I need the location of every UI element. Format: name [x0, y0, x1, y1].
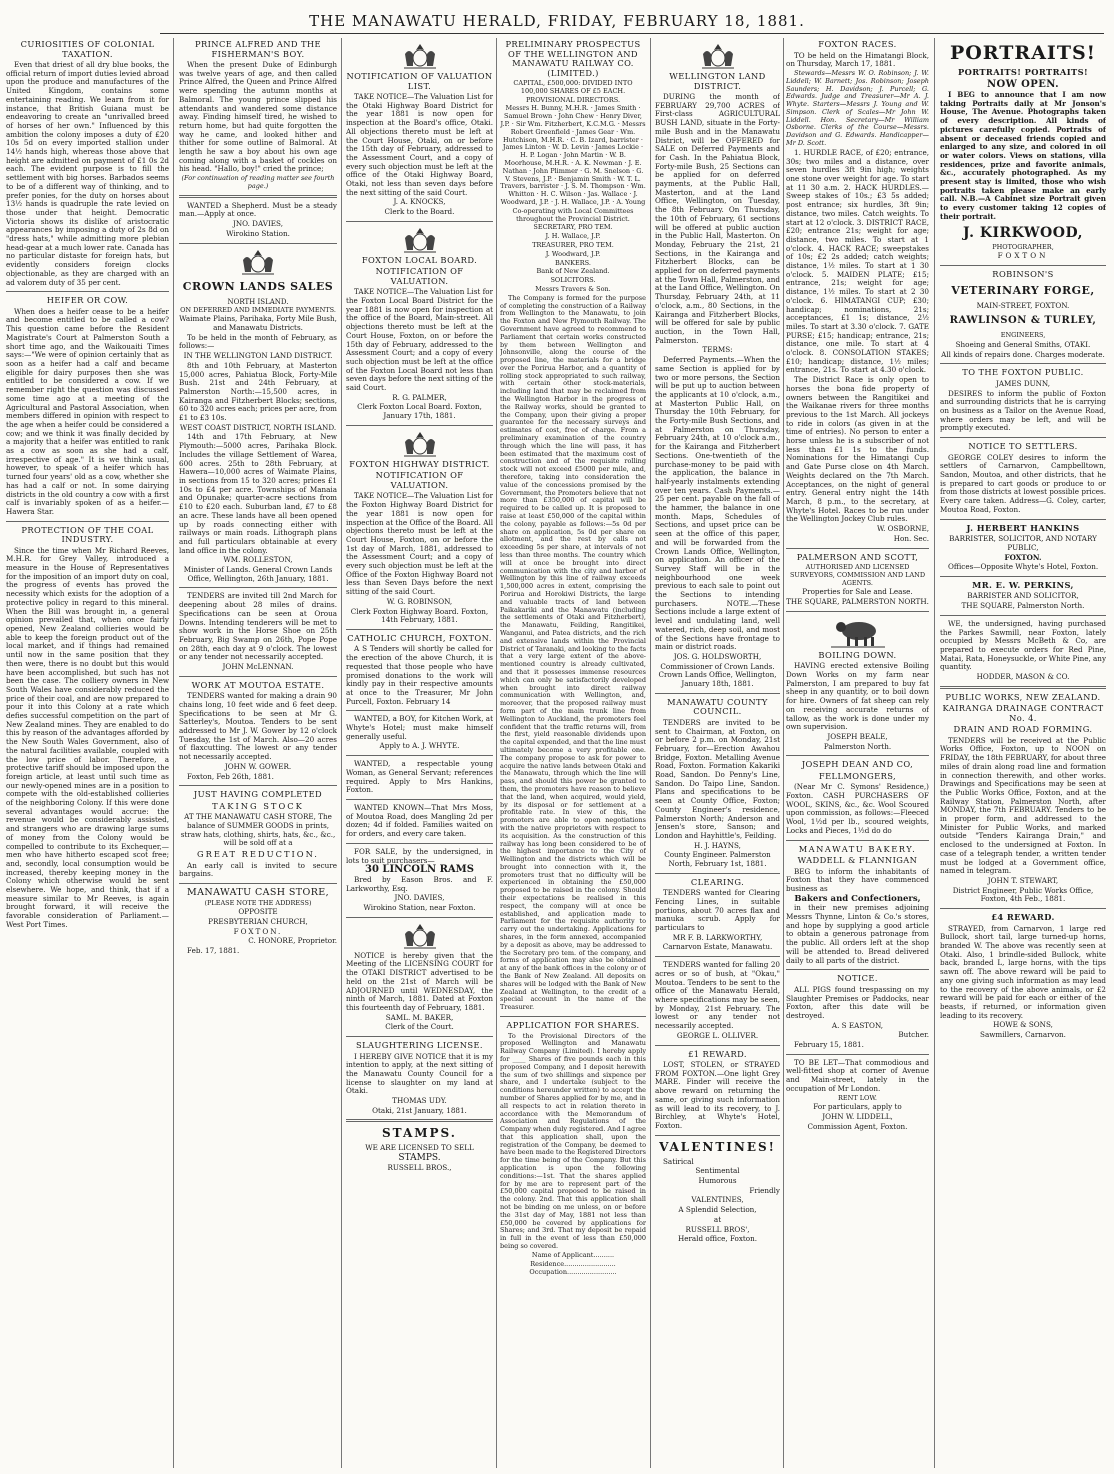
ad-subheading: PHOTOGRAPHER, [992, 242, 1054, 251]
divider [786, 611, 929, 612]
divider [655, 693, 780, 694]
ad-signature: JAMES DUNN, [995, 378, 1051, 388]
ad-signature: MR F. B. LARKWORTHY, [672, 932, 763, 942]
ad-heading: MANAWATU CASH STORE, [186, 887, 330, 899]
ad-body: WANTED, a respectable young Woman, as General Servant; references required. Apply to Mrs Hankins, Foxton. [346, 759, 493, 795]
ad-subheading: WEST COAST DISTRICT, NORTH ISLAND. [179, 422, 337, 432]
ad-signature: H. J. HAYNS, [694, 840, 741, 850]
ad-body: Bred by Eason Bros. and F. Larkworthy, Esq. [346, 874, 493, 893]
ad-heading: BOILING DOWN. [818, 649, 897, 660]
divider [179, 195, 337, 198]
ad-body: Waimate Plains, Parihaka, Forty Mile Bush, and Manawatu Districts. [179, 314, 337, 333]
royal-crest-icon [238, 248, 278, 276]
ad-body: ALL PIGS found trespassing on my Slaughter Premises or Paddocks, near Foxton, after this date will be destroyed. [786, 984, 929, 1020]
ad-body: Herald office, Foxton. [677, 1234, 758, 1244]
ad-body: LOST, STOLEN, or STRAYED FROM FOXTON.—One light Grey MARE. Finder will receive the above reward on returning the same, or giving such information as will lead to its recovery, to J. Birchley, at Whyte's Hotel, Foxton. [655, 1060, 780, 1130]
column-rule [934, 38, 935, 1468]
ad-signature: Clerk Foxton Highway Board. Foxton, 14th February, 1881. [350, 606, 489, 625]
ad-subheading: RENT LOW. [838, 1093, 877, 1102]
ad-heading: WADDELL & FLANNIGAN [797, 855, 918, 866]
ad-body: I HEREBY GIVE NOTICE that it is my intention to apply, at the next sitting of the Manawatu County Council for a license to slaughter on my land at Otaki. [346, 1051, 493, 1096]
ad-signature: Palmerston North. [823, 741, 892, 751]
ad-signature: Commission Agent, Foxton. [807, 1121, 908, 1131]
ad-body: Properties for Sale and Lease. [802, 587, 913, 597]
application-form-text: To the Provisional Directors of the proposed Wellington and Manawatu Railway Company (Limited). I hereby apply for ____ Shares of five pounds each in this proposed Company, and I deposit herewith the sum of two shillings and sixpence per share, and I undertake (subject to the conditions hereunder written) to accept the number of Shares applied for by me, and in all respects to act in relation thereto in accordance with the Memorandum of Association and Regulations of the Company when duly registered. And I agree that this application shall, upon the registration of the Company, be deemed to have been made to the Registered Directors for the time being of the Company. But this application is upon the following conditions:—1st. That the shares applied for by me are to represent part of the £50,000 capital proposed to be raised in the colony. 2nd. That this application shall not be binding on me unless, on or before the 31st day of May, 1881 not less than £50,000 be covered by applications for Shares; and 3rd. That my deposit be repaid in full in the event of less than £50,000 being so covered. [500, 1031, 646, 1251]
ad-body: TO be held on the Himatangi Block, on Thursday, March 17, 1881. [786, 50, 929, 69]
article-heading: PROTECTION OF THE COAL INDUSTRY. [21, 524, 154, 545]
masthead: THE MANAWATU HERALD, FRIDAY, FEBRUARY 18, 1881. [309, 12, 805, 30]
ad-heading: NOTICE TO SETTLERS. [968, 441, 1078, 452]
ad-signature: Wirokino Station, near Foxton. [363, 903, 476, 913]
ad-body: Offices—Opposite Whyte's Hotel, Foxton. [948, 562, 1099, 572]
ad-heading-portraits: PORTRAITS! [949, 42, 1097, 64]
ad-heading: TAKING STOCK [212, 800, 304, 811]
ad-body: Sentimental [695, 1166, 740, 1176]
ad-heading: CLEARING. [690, 876, 745, 887]
ad-signature: Otaki, 21st January, 1881. [372, 1105, 467, 1115]
ad-body: A Splendid Selection, [678, 1205, 757, 1215]
ad-signature: HODDER, MASON & CO. [976, 672, 1070, 682]
ad-body: TAKE NOTICE—The Valuation List for the Foxton Highway Board District for the year 1881 is now open for inspection at the Office of the Board. All objections thereto must be left at the Court House, Foxton, on or before the 1st day of March, 1881, addressed to the Assessment Court; and a copy of every such objection must be left at the Office of the Foxton Highway Board not less than Seven Days before the next sitting of the said Court. [346, 491, 493, 597]
ad-date: Feb. 17, 1881. [187, 946, 240, 956]
ad-signature: J. A. KNOCKS, [393, 197, 446, 207]
divider [6, 291, 169, 292]
ad-subheading: FOXTON. [1004, 552, 1042, 562]
divider [346, 221, 493, 222]
application-form-occupation: Occupation........................ [529, 1268, 617, 1277]
ad-body: 8th and 10th February, at Masterton 15,000 acres, Pahiatua Block, Forty-Mile Bush. 21st and 24th February, at Palmerston North:—15,500 acres, in Kairanga and Fitzherbert Blocks; sections, 60 to 320 acres each; prices per acre, from £1 to £3 10s. [179, 360, 337, 423]
column-rule [650, 38, 651, 1468]
ad-body: Humorous [698, 1176, 737, 1186]
ad-body: J. Woodward, J.P. [545, 249, 601, 258]
ad-body: NOTICE is hereby given that the Meeting of the LICENSING COURT for the OTAKI DISTRICT advertised to be held on the 21st of March will be ADJOURNED until WEDNESDAY, the ninth of March, 1881. Dated at Foxton this fourteenth day of February, 1881. [346, 950, 493, 1012]
ad-signature: County Engineer. Palmerston North, February 1st, 1881. [664, 850, 771, 869]
ad-signature: JOS. G. HOLDSWORTH, [673, 652, 762, 661]
ad-body: Bank of New Zealand. [536, 267, 610, 276]
ad-signature: GEORGE L. OLLIVER. [676, 1030, 759, 1040]
ad-heading: FOXTON HIGHWAY DISTRICT. [349, 458, 490, 469]
ad-signature: RUSSELL BROS., [387, 1162, 452, 1172]
ad-heading: £1 REWARD. [688, 1048, 747, 1059]
divider [786, 840, 929, 841]
ad-heading: JOSEPH DEAN AND CO, [801, 759, 914, 770]
divider [346, 917, 493, 918]
ad-subheading: FOXTON [997, 251, 1049, 261]
ad-signature: JNO. DAVIES, [394, 893, 445, 903]
ad-signature: WM. ROLLESTON, [223, 555, 293, 565]
ad-body: For particulars, apply to [813, 1102, 902, 1112]
ad-subheading: PORTRAITS! PORTRAITS! [957, 67, 1089, 77]
divider [940, 576, 1106, 577]
ad-body: The District Race is only open to horses the bona fide property of owners between the Rangitikei and the Waikanae rivers for three months previous to the 1st March. All jockeys to ride in colors (as given in at the time of entries). No person to enter a horse unless he is a subscriber of not less than £1 1s to the funds. Nominations for the Himatangi Cup and Gate Purse close on 4th March. Weights declared on the 7th March. Acceptances, on the night of general entry. General entry night the 14th March, 8 p.m., to the secretary, at Whyte's Hotel. Races to be run under the Wellington Jockey Club rules. [786, 375, 929, 524]
royal-crest-icon [400, 922, 440, 950]
ad-heading: CROWN LANDS SALES [182, 279, 334, 293]
divider [940, 519, 1106, 520]
ad-heading: CATHOLIC CHURCH, FOXTON. [347, 632, 492, 643]
continuation-note: (For continuation of reading matter see fourth page.) [181, 174, 335, 190]
ad-body: PRESBYTERIAN CHURCH, [208, 917, 308, 927]
ad-signature: District Engineer, Public Works Office, Foxton, 4th Feb., 1881. [952, 885, 1094, 904]
ad-signature: W. G. ROBINSON, [386, 596, 453, 606]
ad-subheading: BANKERS. [555, 258, 591, 267]
ad-signature: Hon. Sec. [893, 533, 929, 543]
ad-body: TO BE LET—That commodious and well-fitted shop at corner of Avenue and Main-street, lately in the occupation of Mr London. [786, 1057, 929, 1093]
ad-body: TAKE NOTICE—The Valuation List for the Foxton Local Board District for the year 1881 is now open for inspection at the office of the Board, Main-street. All objections thereto must be left at the Court House, Foxton, on or before the 15th day of February, addressed to the Assessment Court; and a copy of every such objection must be left at the office of the Foxton Local Board not less than seven days before the next sitting of the said Court. [346, 287, 493, 393]
column-rule [496, 38, 497, 1468]
ad-body: Co-operating with Local Committees throughout the Provincial District. [512, 206, 634, 223]
ad-heading: VALENTINES! [659, 1139, 776, 1154]
ad-subheading: (PLEASE NOTE THE ADDRESS) [204, 898, 312, 907]
ad-subheading: BARRISTER AND SOLICITOR, [967, 591, 1079, 601]
ad-body: TAKE NOTICE—The Valuation List for the Otaki Highway Board District for the year 1881 is now open for inspection at the Board's office, Otaki. All objections thereto must be left at the Court House, Otaki, on or before the 15th day of February, addressed to the Assessment Court, and a copy of every such objection must be left at the office of the Otaki Highway Board, Otaki, not less than seven days before the next sitting of the said Court. [346, 92, 493, 197]
article-body: Since the time when Mr Richard Reeves, M.H.R. for Grey Valley, introduced a measure in the House of Representatives for the imposition of an import duty on coal, the progress of events has proved the necessity which exists for the adoption of a protective policy in regard to this mineral. When the Bill was brought in, a general opinion prevailed that, when once fairly opened, New Zealand collieries would be able to keep the foreign product out of the local market, and if things had remained until now in the same position that they then were, there is no doubt but this would have been accomplished, but such has not been the case. The colliery owners in New South Wales have considerably reduced the price of their coal, and are now prepared to pour it into this Colony at a rate which defies successful competition on the part of New Zealand mines. They are enabled to do this by reason of the advantages afforded by the New South Wales Government, also of the natural facilities available, coupled with the low price of labor. Therefore, a protective tariff should be imposed upon the foreign article, at least until such time as our newly-opened mines are in a position to compete with the old-established collieries of the neighboring Colony. If this were done several advantages would accrue: the revenue would be considerably assisted, and strangers who are drawing large sums of money from the Colony would be compelled to contribute to its Exchequer,—men who have hitherto escaped scot free; and, secondly, local consumption would be increased, thereby keeping money in the Colony which otherwise would be sent elsewhere. We hope, and think, that if a measure similar to Mr Reeves, is again brought forward, it will receive the favorable consideration of Parliament.—West Port Times. [6, 545, 169, 929]
ad-heading: JUST HAVING COMPLETED [193, 789, 323, 800]
ad-heading: VETERINARY FORGE, [951, 283, 1095, 297]
article-heading: HEIFER OR COW. [46, 295, 129, 306]
divider [179, 676, 337, 677]
royal-crest-icon [698, 42, 738, 70]
ad-heading: NOTIFICATION OF VALUATION. [375, 470, 464, 490]
prospectus-body: The Company is formed for the purpose of completing the construction of a Railway from Wellington to the Manawatu, to join the Foxton and New Plymouth Railway. The Government have agreed to recommend to Parliament that certain works constructed by them between Wellington and Johnsonville, along the course of the proposed line, the materials for a bridge over the Porirua Harbor, and a quantity of rolling stock appropriated to such railway, with certain other stock-materials, including land that may be reclaimed from the Wellington Harbor in the progress of the Railway works, should be granted to the Company, upon their giving a proper guarantee for the necessary surveys and estimates of cost, free of charge. From a preliminary examination of the country through which the line will pass, it has been estimated that the maximum cost of construction and of the requisite rolling stock will not exceed £5000 per mile, and, therefore, taking into consideration the value of the concessions promised by the Government, the Promoters believe that not more than £350,000 of capital will be required to be called up. It is proposed to raise at least £50,000 of the capital within the colony, payable as follows:—5s 0d per share on application, 5s 0d per share on allotment, and the rest by calls not exceeding 5s per share, at intervals of not less than three months. The country which will at once be brought into direct communication with the city and harbor of Wellington by this line of railway exceeds 1,500,000 acres in extent, comprising the Porirua and Horokiwi Districts, the large and valuable tracts of land between Paikakariki and the Manawatu (including the settlements of Otaki and Fitzherbert), the Manawatu, Feilding, Rangitikei, Wanganui, and Patea districts, and the rich and extensive lands within the Provincial District of Taranaki, and looking to the facts that a very large extent of the above-mentioned country is already cultivated, and that it possesses immense resources which can only be satisfactorily developed when brought into direct railway communication with Wellington, and, moreover, that the proposed railway must form part of the main trunk line from Wellington to Auckland, the promoters feel confident that the traffic returns will, from the first, yield reasonable dividends upon the capital expended, and that the line must ultimately become a very profitable one. The company propose to ask for power to acquire the native lands between Otaki and the Manawatu, through which the line will pass, and should this power be granted to them, the promoters have reason to believe that the land, when acquired, would yield, by its disposal or for settlement at a profitable rate. In view of this, the promoters are able to open negotiations with the native proprietors with respect to its acquisition. As the construction of this railway has long been considered to be of the highest importance to the City of Wellington and the districts which will be brought into connection with it, the promoters trust that no difficulty will be experienced in obtaining the £50,000 proposed to be raised in the colony. Should their expectations be realised in this respect, the company will at once be established, and application made to Parliament for the requisite authority to carry out the undertaking. Applications for shares, in the form annexed, accompanied by a deposit as above, may be addressed to the Secretary pro tem. of the company, and forms of application may also be obtained at any of the bank offices in the colony or of the Bank of New Zealand. All deposits on shares will be lodged with the Bank of New Zealand at Wellington, to the credit of a special account in the name of the Treasurer. [500, 293, 646, 1012]
ad-signature: A. S EASTON, [831, 1020, 884, 1030]
divider [655, 873, 780, 874]
ad-body: FOXTON. [233, 926, 283, 936]
divider [179, 587, 337, 588]
ad-body: WANTED a Shepherd. Must be a steady man.—Apply at once. [179, 200, 337, 219]
ad-signature: JOHN McLENNAN. [222, 662, 294, 672]
column-3 [346, 38, 493, 1468]
ad-signature: R. G. PALMER, [392, 392, 447, 402]
ad-body: DURING the month of FEBRUARY 29,700 ACRES of First-class AGRICULTURAL BUSH LAND, situate in the Forty-mile Bush and in the Manawatu District, will be OFFERED for SALE on Deferred Payments and for Cash. In the Pahiatua Block, Forty-mile Bush, 25 Sections can be applied for on deferred payments, at the Public Hall, Masterton, and at the Land Office, Wellington, on Tuesday, the 8th February. On Thursday, the 10th of February, 61 sections will be offered at public auction in the Public Hall, Masterton. On Monday, February the 21st, 21 Sections, in the Kairanga and Fitzherbert Blocks, can be applied for on deferred payments at the Town Hall, Palmerston, and at the Land Office, Wellington. On Thursday, February 24th, at 11 o'clock, a.m., 80 Sections, in the Kairanga and Fitzherbert Blocks, will be offered for sale by public auction, in the Town Hall, Palmerston. [655, 92, 780, 345]
divider [346, 1119, 493, 1122]
ad-heading: WELLINGTON LAND DISTRICT. [669, 71, 766, 91]
ad-heading: MANAWATU COUNTY COUNCIL. [667, 696, 768, 717]
ad-signature: Wirokino Station. [226, 228, 290, 238]
ad-date: February 15, 1881. [794, 1040, 864, 1050]
ad-body: STAMPS. [398, 1153, 441, 1164]
ad-body: J. H. Wallace, J.P. [545, 232, 601, 241]
ad-signature: JOSEPH BEALE, [827, 731, 888, 741]
article-body: When the present Duke of Edinburgh was twelve years of age, and then called Prince Alfred, the Queen and Prince Alfred were spending the autumn months at Balmoral. The young prince slipped his attendants and wandered some distance away. Finding himself tired, he wished to return home, but had quite forgotten the way he came, and looked hither and thither for some outline of Balmoral. At length he saw a boy about his own age coming along with a basket of cockles on his head. "Hallo, boy!" cried the prince; [179, 60, 337, 174]
divider [940, 686, 1106, 689]
column-4 [500, 38, 646, 1468]
ad-signature: Clerk Foxton Local Board. Foxton, January 17th, 1881. [357, 402, 482, 421]
royal-crest-icon [400, 430, 440, 458]
divider [655, 1045, 780, 1046]
ad-subheading: NORTH ISLAND. [227, 297, 289, 306]
ad-heading: RAWLINSON & TURLEY, [949, 315, 1097, 327]
ad-subheading: TERMS: [702, 345, 733, 355]
divider [786, 969, 929, 970]
ad-body: WE, the undersigned, having purchased the Parkes Sawmill, near Foxton, lately occupied by Messrs McBeth & Co, are prepared to execute orders for Red Pine, Matai, Rata, Honeysuckle, or White Pine, any quantity. [940, 618, 1106, 672]
ad-signature: HOWE & SONS, [993, 1020, 1053, 1030]
ad-body: RUSSELL BROS', [685, 1224, 750, 1234]
divider [346, 710, 493, 711]
ad-signature: Clerk to the Board. [384, 207, 455, 217]
divider [346, 755, 493, 756]
directors-list: Messrs H. Bunny, M.H.R. · James Smith · Samuel Brown · John Chew · Henry Diver, J.P. · Sir Wm. Fitzherbert, K.C.M.G. · Messrs Robert Greenfield · James Gear · Wm. Hutchison, M.H.R. · C. B. Izard, barrister · James Linton · W. D. Levin · James Lockie · H. P. Logan · John Martin · W. B. Moorhouse, M.H.R. · A. K. Newman · J. E. Nathan · John Plimmer · G. M. Snelson · G. V. Stevens, J.P. · Benjamin Smith · W. T. L. Travers, barrister · J. S. M. Thompson · Wm. Whitton · H. C. Wilson · Jas. Wallace · J. Woodward, J.P. · J. H. Wallace, J.P. · A. Young [500, 104, 646, 206]
ad-heading: DRAIN AND ROAD FORMING. [953, 724, 1093, 735]
ad-heading: APPLICATION FOR SHARES. [506, 1020, 640, 1031]
ad-body: CAPITAL, £500,000: DIVIDED INTO 100,000 SHARES OF £5 EACH. [513, 79, 633, 95]
ad-subheading: THE SQUARE, Palmerston North. [961, 601, 1085, 611]
ad-subheading: PROVISIONAL DIRECTORS. [525, 95, 621, 104]
ad-subheading: BARRISTER, SOLICITOR, AND NOTARY PUBLIC, [949, 534, 1097, 552]
article-heading: CURIOSITIES OF COLONIAL TAXATION. [20, 39, 155, 59]
ad-subheading: ON DEFERRED AND IMMEDIATE PAYMENTS. [180, 305, 336, 314]
ad-signature: Sawmillers, Carnarvon. [980, 1030, 1066, 1040]
divider [346, 843, 493, 844]
ad-heading: FOXTON RACES. [818, 39, 897, 49]
divider [940, 265, 1106, 266]
ad-heading: FELLMONGERS, [818, 770, 897, 781]
application-form-residence: Residence......................... [530, 1259, 616, 1268]
divider [940, 437, 1106, 438]
divider [655, 1135, 780, 1136]
divider [786, 1054, 929, 1055]
ad-signature: SAML. M. BAKER, [385, 1012, 454, 1022]
ad-subheading: Bakers and Confectioners, [794, 893, 921, 904]
column-6 [786, 38, 929, 1468]
divider [786, 548, 929, 549]
column-rule [341, 38, 342, 1468]
column-2 [179, 38, 337, 1468]
ad-body: in their new premises adjoining Messrs Thynne, Linton & Co.'s stores, and hope by supplying a good article to obtain a generous patronage from the public. All orders left at the shop will be attended to. Bread delivered daily to all parts of the district. [786, 903, 929, 965]
ad-signature: W. OSBORNE, [876, 524, 929, 534]
ad-body: Messrs Travers & Son. [535, 284, 611, 293]
ad-body: TENDERS will be received at the Public Works Office, Foxton, up to NOON on FRIDAY, the 18th FEBRUARY, for about three miles of drain along road line and formation in connection therewith, and other works. Drawings and Specifications may be seen at the Public Works Office, Foxton, and at the Railway Station, Palmerston North, after MONDAY, the 7th FEBRUARY. Tenders to be in proper form, and addressed to the Minister for Public Works, and marked outside "Tenders Kairanga Drain," and enclosed to the undersigned at Foxton. In case of a telegraph tender, a written tender must be lodged at a Government office, named in telegram. [940, 735, 1106, 876]
divider [179, 243, 337, 244]
ad-signature: JOHN W. LIDDELL, [822, 1112, 893, 1122]
ad-heading: GREAT REDUCTION. [197, 849, 319, 860]
ad-body: Stewards—Messrs W. O. Robinson; J. W. Liddell; W. Barnett; Jos. Robinson; Joseph Saunders; H. Davidson; J. Purcell; G. Edwards. Judge and Treasurer—Mr A. J. Whyte. Starters—Messrs J. Young and W. Simpson. Clerk of Scales—Mr John W. Liddell. Hon. Secretary—Mr William Osborne. Clerks of the Course—Messrs. Davidson and G. Edwards. Handicapper—Mr D. Scott. [786, 68, 929, 148]
ad-body: 1. HURDLE RACE, of £20; entrance, 30s; two miles and a distance, over seven hurdles 3ft 9in high; weights one stone over weight for age. To start at 11 30 a.m. 2. HACK HURDLES.—Sweep stakes of 10s.; £3 5s added; post entrance; six hurdles, 3ft 9in; distance, two miles. Catch weights. To start at 12 o'clock. 3. DISTRICT RACE, £20; entrance 21s; weight for age; distance, two miles. To start at 1 o'clock. 4. HACK RACE; sweepstakes of 10s; £2 2s added; catch weights; distance, 1½ miles. To start at 1 30 o'clock. 5. MAIDEN PLATE; £15; entrance, 21s; weight for age; distance, 1½ miles. To start at 2 30 o'clock. 6. HIMATANGI CUP; £30; handicap; nominations, 21s; acceptances, £1 1s; distance, 2½ miles. To start at 3.30 o'clock. 7. GATE PURSE; £15; handicap; entrance, 21s; distance, one mile. To start at 4 o'clock. 8. CONSOLATION STAKES; £10; handicap; distance, 1½ miles; entrance, 21s. To start at 4.30 o'clock. [786, 147, 929, 375]
ad-heading: ROBINSON'S [992, 269, 1054, 280]
divider [346, 1036, 493, 1037]
masthead-rule [160, 33, 1104, 34]
ad-heading: SLAUGHTERING LICENSE. [356, 1040, 483, 1051]
ad-signature: Butcher. [898, 1030, 929, 1040]
ad-signature: Minister of Lands. General Crown Lands Office, Wellington, 26th January, 1881. [183, 565, 333, 583]
ad-body: I BEG to announce that I am now taking Portraits daily at Mr Jonson's House, The Avenue. Photographs taken of every description. All kinds of pictures carefully copied. Portraits of absent or deceased friends copied and enlarged to any size, and colored in oil or water colors. Views on stations, villa residences, prize and favorite animals, &c., accurately photographed. As my present stay is limited, those who wish portraits taken please make an early call. N.B.—A Cabinet size Portrait given to every customer taking 12 copies of their portrait. [940, 90, 1106, 221]
ad-body: GEORGE COLEY desires to inform the settlers of Carnarvon, Campbelltown, Sandon, Moutoa, and other districts, that he is prepared to cart goods or produce to or from those districts at lowest possible prices. Every care taken. Address—G. Coley, carter, Moutoa Road, Foxton. [940, 452, 1106, 514]
ad-body: TENDERS wanted for making a drain 90 chains long, 10 feet wide and 6 feet deep. Specifications to be seen at Mr G. Satterley's, Moutoa. Tenders to be sent addressed to Mr J. W. Gower by 12 o'clock Tuesday, the 1st of March. Also—20 acres of flaxcutting. The lowest or any tender not necessarily accepted. [179, 691, 337, 762]
ad-body: Friendly [749, 1185, 780, 1195]
ad-body: TENDERS are invited to be sent to Chairman, at Foxton, on or before 2 p.m. on Monday, 21st February, for—Erection Awahou Bridge, Foxton. Metalling Avenue Road, Foxton. Formation Kakariki Road, Sandon. Do Penny's Line, Sandon. Do Taipo Line, Sandon. Plans and specifications to be seen at County Office, Foxton; County Engineer's residence, Palmerston North; Anderson and Jensen's store, Sanson; and London and Hayhittle's, Feilding. [655, 717, 780, 840]
divider [179, 785, 337, 786]
ad-body: TENDERS wanted for falling 20 acres or so of bush, at "Okau," Moutoa. Tenders to be sent to the office of the Manawatu Herald, where specifications may be seen, by Monday, 21st February. The lowest or any tender not necessarily accepted. [655, 960, 780, 1031]
article-heading: PRINCE ALFRED AND THE FISHERMAN'S BOY. [194, 39, 322, 59]
ad-heading: FOXTON LOCAL BOARD. [361, 254, 478, 265]
ad-heading: J. HERBERT HANKINS [966, 522, 1080, 533]
ad-heading: NOTIFICATION OF VALUATION LIST. [346, 71, 493, 91]
ad-body: TENDERS wanted for Clearing Fencing Lines, in suitable portions, about 70 acres flax and manuka scrub. Apply for particulars to [655, 888, 780, 933]
ad-body: BEG to inform the inhabitants of Foxton that they have commenced business as [786, 866, 929, 893]
ad-subheading: AUTHORISED AND LICENSED SURVEYORS, COMMISSION AND LAND AGENTS. [789, 563, 926, 587]
ad-body: AT THE MANAWATU CASH STORE, The balance of SUMMER GOODS in prints, straw hats, clothing, shirts, hats, &c., &c., will be sold off at a [180, 812, 336, 848]
ad-signature: Clerk of the Court. [385, 1022, 454, 1032]
divider [940, 908, 1106, 909]
application-form-name: Name of Applicant.......... [531, 1250, 615, 1259]
ad-signature: JOHN W. GOWER. [224, 761, 292, 771]
ad-body: at [713, 1214, 722, 1224]
ad-body: To be held in the month of February, as follows:— [179, 332, 337, 351]
divider [346, 629, 493, 630]
royal-crest-icon [400, 42, 440, 70]
column-5 [655, 38, 780, 1468]
ad-body: WE ARE LICENSED TO SELL [365, 1143, 474, 1153]
ad-body: HAVING erected extensive Boiling Down Works on my farm near Palmerston, I am prepared to buy fat sheep in any quantity, or to boil down for hire. Owners of fat sheep can rely on receiving accurate returns of tallow, as the work is done under my own supervision. [786, 661, 929, 732]
ad-subheading: NOW OPEN. [987, 78, 1059, 90]
ad-body: STRAYED, from Carnarvon, 1 large red Bullock, short tail, large turned-up horns, branded W. The above was recently seen at Otaki. Also, 1 brindle-sided Bullock, white back, branded L, large horns, with the tips sawn off. The above reward will be paid to any one giving such information as may lead to the recovery of the above animals, or £2 reward will be paid for each or either of the beasts, if returned, or information given leading to its recovery. [940, 923, 1106, 1020]
ad-body: (Near Mr C. Symons' Residence,) Foxton. CASH PURCHASERS OF WOOL, SKINS, &c., &c. Wool Scoured upon commission, as follows:—Fleeced Wool, 1½d per lb., scoured weights, Locks and Pieces, 1½d do do [786, 782, 929, 835]
divider [346, 425, 493, 426]
divider [940, 615, 1106, 616]
ad-signature: JNO. DAVIES, [232, 219, 284, 229]
royal-crest-icon [400, 226, 440, 254]
ad-body: A S Tenders will shortly be called for the erection of the above Church, it is requested that those people who have promised donations to the work will kindly pay in their respective amounts at once to the Treasurer, Mr John Purcell, Foxton. February 14 [346, 644, 493, 706]
divider [786, 755, 929, 756]
ad-heading: £4 REWARD. [991, 912, 1055, 923]
divider [940, 363, 1106, 364]
ad-date: Foxton, Feb 26th, 1881. [187, 771, 274, 781]
ad-heading: TO THE FOXTON PUBLIC. [962, 367, 1084, 378]
divider [500, 1016, 646, 1017]
ad-subheading: TREASURER, PRO TEM. [532, 240, 614, 249]
ad-body: All kinds of repairs done. Charges moderate. [941, 349, 1105, 359]
ad-body: 14th and 17th February, at New Plymouth:—5000 acres, Parihaka Block. Includes the village Settlement of Warea, 600 acres. 25th to 28th February, at Hawera—10,000 acres of Waimate Plains, in sections from 15 to 320 acres; prices £1 10s to £4 per acre. Townships of Manaia and Opunake; quarter-acre sections from £10 to £20 each. Suburban land, £7 to £8 an acre. These lands have all been opened up by roads connecting either with railways or main roads. Lithograph plans and full particulars obtainable at every land office in the colony. [179, 432, 337, 555]
article-body: Even that driest of all dry blue books, the official return of import duties levied abroad upon the produce and manufactures of the United Kingdom, contains some entertaining reading. We learn from it for instance, that British Guiana must be endeavoring to create an "unrivalled breed of horses of her own." Influenced by this ambition the colony imposes a duty of £20 10s 5d on every imported stallion under 14½ hands high, whereas those above that height are admitted on payment of £1 0s 2d each. The evident purpose is to fill the settlement with big horses. Barbados seems to be of a different way of thinking, and to prefer ponies, for the duty on horses about 13½ hands is quadruple the rate levied on those under that height. Democratic Victoria shows its dislike of aristocratic appearances by imposing a duty of 2s 8d on "dress hats," while admitting more plebian head-gear at a much lower rate. Canada has no particular distaste for foreign hats, but evidently considers foreign clocks objectionable, as they are charged with an ad valorem duty of 35 per cent. [6, 60, 169, 287]
ad-body: An early call is invited to secure bargains. [179, 860, 337, 879]
ad-heading: MR. E. W. PERKINS, [972, 579, 1074, 590]
ad-body: THE SQUARE, PALMERSTON NORTH. [786, 597, 929, 607]
ad-body: TENDERS are invited till 2nd March for deepening about 28 miles of drains. Specifications can be seen at Oroua Downs. Intending tenderers will be met to show work in the Horse Shoe on 25th February, Big Swamp on 26th, Pope Pope on 28th, each day at 9 o'clock. The lowest or any tender not necessarily accepted. [179, 591, 337, 662]
ad-heading: PRELIMINARY PROSPECTUS OF THE WELLINGTON AND MANAWATU RAILWAY CO. (LIMITED.) [505, 39, 641, 78]
column-1 [6, 38, 169, 1468]
column-rule [783, 38, 784, 1468]
ad-body: WANTED KNOWN—That Mrs Moss, of Moutoa Road, does Mangling 2d per dozen; 4d if folded. Families waited on for orders, and every care taken. [346, 802, 493, 839]
ad-subheading: ENGINEERS, [1000, 331, 1046, 340]
ram-illustration-icon [831, 616, 885, 648]
ad-heading: KAIRANGA DRAINAGE CONTRACT No. 4. [942, 703, 1104, 723]
ad-signature: C. HONORE, Proprietor. [248, 936, 337, 946]
ad-body: OPPOSITE [238, 907, 278, 917]
ad-body: WANTED, a BOY, for Kitchen Work, at Whyte's Hotel; must make himself generally useful. [346, 714, 493, 741]
ad-subheading: SOLICITORS. [550, 276, 596, 285]
ad-subheading: MAIN-STREET, FOXTON. [976, 300, 1070, 310]
ad-body: Satirical [663, 1156, 694, 1166]
ad-body: DESIRES to inform the public of Foxton and surrounding districts that he is carrying on business as a Tailor on the Avenue Road, where orders may be left, and will be promptly executed. [940, 388, 1106, 433]
article-body: When does a heifer cease to be a heifer and become entitled to be called a cow? This question came before the Resident Magistrate's Court at Palmerston South a short time ago, and the Waikouaiti Times says:—"We were of opinion certainly that as soon as a heifer had a calf and became eligible for dairy purposes then she was entitled to be considered a cow. If we remember right the question was discussed some time ago at a meeting of the Agricultural and Pastoral Association, when members differed in opinion with respect to the age when a heifer could be considered a cow; and we think it was finally decided by a majority that a heifer was entitled to rank as a cow as soon as she had a calf, irrespective of age." It is we think usual, however, to speak of a heifer which has turned four years' old as a cow, whether she has had a calf or not. In some dairying districts in the old country a cow with a first calf is invariably spoken of as a heifer.—Hawera Star. [6, 306, 169, 516]
ad-subheading: SECRETARY, PRO TEM. [533, 223, 613, 232]
ad-heading: 30 LINCOLN RAMS [365, 864, 474, 876]
ad-heading: PUBLIC WORKS, NEW ZEALAND. [945, 691, 1101, 702]
column-rule [173, 38, 174, 1468]
ad-signature: Apply to A. J. WHYTE. [379, 741, 460, 751]
ad-subheading: Shoeing and General Smiths, OTAKI. [955, 340, 1091, 350]
ad-heading: J. KIRKWOOD, [963, 224, 1083, 241]
divider [655, 956, 780, 957]
ad-heading: WORK AT MOUTOA ESTATE. [191, 679, 325, 690]
ad-heading: NOTICE. [837, 973, 878, 984]
column-7 [940, 38, 1106, 1468]
ad-heading: MANAWATU BAKERY. [798, 843, 917, 854]
ad-body: VALENTINES, [691, 1195, 744, 1205]
divider [346, 799, 493, 800]
ad-heading: PALMERSON AND SCOTT, [796, 551, 919, 562]
ad-heading: NOTIFICATION OF VALUATION. [375, 266, 464, 286]
divider [179, 883, 337, 884]
divider [6, 521, 169, 522]
ad-body: Deferred Payments.—When the same Section is applied for by two or more persons, the Section will be put up to auction between the applicants at 10 o'clock, a.m., at Masterton Public Hall, on Thursday the 10th February, for the Forty-mile Bush Sections, and at Palmerston on Thursday, February 24th, at 10 o'clock a.m., for the Kairanga and Fitzherbert Sections. One-twentieth of the purchase-money to be paid with the application, the balance in half-yearly instalments extending over ten years. Cash Payments.—25 per cent. payable on the fall of the hammer, the balance in one month. Maps, Schedules of Sections, and upset price can be seen at the office of this paper, and will be forwarded from the Crown Lands Office, Wellington, on application. An officer of the Survey Staff will be in the neighbourhood one week previous to each sale to point out the Sections to intending purchasers. NOTE.—These Sections include a large extent of level and undulating land, well watered, rich, deep soil, and most of the Sections have frontage to main or district roads. [655, 355, 780, 652]
ad-signature: THOMAS UDY. [392, 1096, 447, 1106]
ad-signature: Commissioner of Crown Lands. Crown Lands Office, Wellington, January 18th, 1881. [658, 661, 777, 689]
ad-signature: JOHN T. STEWART, [987, 875, 1059, 885]
ad-heading: STAMPS. [382, 1126, 457, 1141]
ad-subheading: IN THE WELLINGTON LAND DISTRICT. [183, 351, 333, 361]
ad-body: FOR SALE, by the undersigned, in lots to suit purchasers— [346, 846, 493, 865]
ad-signature: Carnarvon Estate, Manawatu. [662, 942, 773, 952]
